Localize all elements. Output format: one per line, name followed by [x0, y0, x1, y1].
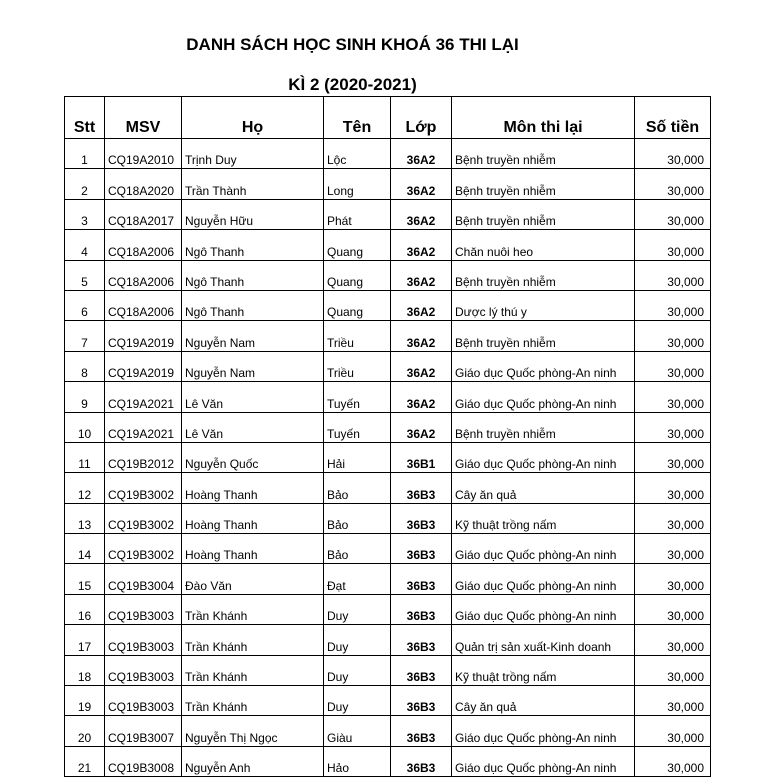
cell-so-tien: 30,000: [635, 564, 711, 594]
cell-lop: 36B3: [391, 534, 452, 564]
table-row: [65, 169, 711, 199]
cell-msv: CQ19B3003: [105, 625, 182, 655]
cell-ten: Bảo: [324, 534, 391, 564]
cell-ho: Nguyễn Nam: [182, 321, 324, 351]
cell-so-tien: 30,000: [635, 169, 711, 199]
cell-msv: CQ19B3002: [105, 503, 182, 533]
cell-stt: 18: [65, 655, 105, 685]
cell-msv: CQ19B3002: [105, 473, 182, 503]
cell-lop: 36B3: [391, 746, 452, 776]
cell-msv: CQ19B3003: [105, 594, 182, 624]
col-header-so-tien: Số tiền: [635, 97, 711, 139]
table-row: [65, 260, 711, 290]
cell-msv: CQ19A2019: [105, 321, 182, 351]
cell-so-tien: 30,000: [635, 442, 711, 472]
cell-so-tien: 30,000: [635, 503, 711, 533]
cell-mon-thi-lai: Bệnh truyền nhiễm: [452, 139, 635, 169]
col-header-ten: Tên: [324, 97, 391, 139]
cell-ten: Đạt: [324, 564, 391, 594]
cell-mon-thi-lai: Kỹ thuật trồng nấm: [452, 655, 635, 685]
cell-ten: Bảo: [324, 473, 391, 503]
cell-stt: 14: [65, 534, 105, 564]
cell-msv: CQ19B3003: [105, 686, 182, 716]
cell-ho: Đào Văn: [182, 564, 324, 594]
cell-ho: Hoàng Thanh: [182, 534, 324, 564]
cell-ten: Lộc: [324, 139, 391, 169]
cell-msv: CQ19B3007: [105, 716, 182, 746]
cell-lop: 36B3: [391, 625, 452, 655]
cell-ho: Nguyễn Hữu: [182, 199, 324, 229]
cell-mon-thi-lai: Giáo dục Quốc phòng-An ninh: [452, 534, 635, 564]
col-header-stt: Stt: [65, 97, 105, 139]
cell-ho: Nguyễn Anh: [182, 746, 324, 776]
table-row: [65, 199, 711, 229]
table-row: [65, 594, 711, 624]
cell-ho: Ngô Thanh: [182, 290, 324, 320]
cell-lop: 36A2: [391, 199, 452, 229]
cell-mon-thi-lai: Bệnh truyền nhiễm: [452, 169, 635, 199]
table-row: [65, 321, 711, 351]
cell-lop: 36B3: [391, 686, 452, 716]
cell-lop: 36A2: [391, 382, 452, 412]
cell-mon-thi-lai: Giáo dục Quốc phòng-An ninh: [452, 351, 635, 381]
cell-stt: 1: [65, 139, 105, 169]
col-header-mon-thi-lai: Môn thi lại: [452, 97, 635, 139]
cell-lop: 36B3: [391, 716, 452, 746]
cell-so-tien: 30,000: [635, 199, 711, 229]
cell-stt: 21: [65, 746, 105, 776]
cell-ten: Tuyến: [324, 382, 391, 412]
cell-lop: 36B1: [391, 442, 452, 472]
cell-stt: 20: [65, 716, 105, 746]
cell-ten: Duy: [324, 686, 391, 716]
cell-stt: 13: [65, 503, 105, 533]
cell-so-tien: 30,000: [635, 351, 711, 381]
cell-stt: 12: [65, 473, 105, 503]
cell-mon-thi-lai: Giáo dục Quốc phòng-An ninh: [452, 594, 635, 624]
cell-so-tien: 30,000: [635, 746, 711, 776]
cell-ho: Hoàng Thanh: [182, 473, 324, 503]
table-row: [65, 442, 711, 472]
cell-so-tien: 30,000: [635, 230, 711, 260]
cell-mon-thi-lai: Quản trị sản xuất-Kinh doanh: [452, 625, 635, 655]
cell-mon-thi-lai: Giáo dục Quốc phòng-An ninh: [452, 442, 635, 472]
cell-lop: 36A2: [391, 412, 452, 442]
cell-stt: 19: [65, 686, 105, 716]
table-row: [65, 503, 711, 533]
cell-ho: Trần Khánh: [182, 625, 324, 655]
table-row: [65, 716, 711, 746]
table-row: [65, 564, 711, 594]
cell-ho: Lê Văn: [182, 412, 324, 442]
cell-msv: CQ19B3002: [105, 534, 182, 564]
cell-stt: 6: [65, 290, 105, 320]
table-row: [65, 746, 711, 776]
table-row: [65, 473, 711, 503]
cell-lop: 36A2: [391, 351, 452, 381]
cell-ho: Trịnh Duy: [182, 139, 324, 169]
cell-lop: 36B3: [391, 473, 452, 503]
cell-ho: Nguyễn Nam: [182, 351, 324, 381]
cell-mon-thi-lai: Giáo dục Quốc phòng-An ninh: [452, 716, 635, 746]
cell-stt: 10: [65, 412, 105, 442]
cell-msv: CQ19B2012: [105, 442, 182, 472]
cell-lop: 36A2: [391, 139, 452, 169]
cell-lop: 36A2: [391, 321, 452, 351]
table-row: [65, 686, 711, 716]
cell-mon-thi-lai: Kỹ thuật trồng nấm: [452, 503, 635, 533]
cell-ten: Tuyến: [324, 412, 391, 442]
cell-msv: CQ19A2021: [105, 412, 182, 442]
cell-stt: 8: [65, 351, 105, 381]
cell-lop: 36B3: [391, 564, 452, 594]
col-header-lop: Lớp: [391, 97, 452, 139]
cell-msv: CQ18A2006: [105, 290, 182, 320]
cell-mon-thi-lai: Giáo dục Quốc phòng-An ninh: [452, 746, 635, 776]
cell-so-tien: 30,000: [635, 534, 711, 564]
cell-mon-thi-lai: Dược lý thú y: [452, 290, 635, 320]
cell-ten: Triều: [324, 321, 391, 351]
cell-msv: CQ18A2006: [105, 230, 182, 260]
table-row: [65, 139, 711, 169]
cell-msv: CQ19B3003: [105, 655, 182, 685]
cell-lop: 36B3: [391, 655, 452, 685]
cell-so-tien: 30,000: [635, 594, 711, 624]
cell-stt: 2: [65, 169, 105, 199]
cell-ten: Quang: [324, 230, 391, 260]
cell-stt: 7: [65, 321, 105, 351]
cell-msv: CQ19B3008: [105, 746, 182, 776]
cell-stt: 9: [65, 382, 105, 412]
cell-msv: CQ18A2006: [105, 260, 182, 290]
table-row: [65, 625, 711, 655]
table-row: [65, 351, 711, 381]
cell-ho: Ngô Thanh: [182, 230, 324, 260]
table-row: [65, 412, 711, 442]
cell-msv: CQ19A2010: [105, 139, 182, 169]
cell-stt: 17: [65, 625, 105, 655]
cell-mon-thi-lai: Cây ăn quả: [452, 686, 635, 716]
table-row: [65, 230, 711, 260]
cell-ho: Trần Khánh: [182, 594, 324, 624]
cell-ho: Trần Thành: [182, 169, 324, 199]
cell-ten: Hải: [324, 442, 391, 472]
cell-msv: CQ19A2019: [105, 351, 182, 381]
cell-ten: Duy: [324, 625, 391, 655]
page-subtitle: KÌ 2 (2020-2021): [288, 75, 417, 94]
cell-ho: Ngô Thanh: [182, 260, 324, 290]
cell-lop: 36A2: [391, 290, 452, 320]
cell-mon-thi-lai: Chăn nuôi heo: [452, 230, 635, 260]
col-header-msv: MSV: [105, 97, 182, 139]
cell-so-tien: 30,000: [635, 290, 711, 320]
cell-ten: Hảo: [324, 746, 391, 776]
cell-lop: 36A2: [391, 169, 452, 199]
cell-so-tien: 30,000: [635, 139, 711, 169]
cell-so-tien: 30,000: [635, 382, 711, 412]
cell-so-tien: 30,000: [635, 412, 711, 442]
cell-ten: Phát: [324, 199, 391, 229]
cell-so-tien: 30,000: [635, 321, 711, 351]
cell-ho: Trần Khánh: [182, 655, 324, 685]
cell-lop: 36A2: [391, 260, 452, 290]
cell-so-tien: 30,000: [635, 473, 711, 503]
cell-ho: Trần Khánh: [182, 686, 324, 716]
cell-stt: 15: [65, 564, 105, 594]
cell-mon-thi-lai: Giáo dục Quốc phòng-An ninh: [452, 564, 635, 594]
cell-ten: Duy: [324, 594, 391, 624]
cell-lop: 36A2: [391, 230, 452, 260]
cell-msv: CQ18A2017: [105, 199, 182, 229]
cell-stt: 3: [65, 199, 105, 229]
cell-lop: 36B3: [391, 503, 452, 533]
cell-ho: Lê Văn: [182, 382, 324, 412]
cell-ho: Hoàng Thanh: [182, 503, 324, 533]
cell-mon-thi-lai: Bệnh truyền nhiễm: [452, 321, 635, 351]
cell-ten: Long: [324, 169, 391, 199]
cell-ten: Duy: [324, 655, 391, 685]
table-body: [65, 139, 711, 777]
cell-mon-thi-lai: Bệnh truyền nhiễm: [452, 199, 635, 229]
page-title: DANH SÁCH HỌC SINH KHOÁ 36 THI LẠI: [186, 35, 519, 54]
cell-so-tien: 30,000: [635, 686, 711, 716]
cell-so-tien: 30,000: [635, 655, 711, 685]
table-row: [65, 382, 711, 412]
cell-so-tien: 30,000: [635, 716, 711, 746]
cell-stt: 4: [65, 230, 105, 260]
cell-msv: CQ19B3004: [105, 564, 182, 594]
cell-so-tien: 30,000: [635, 260, 711, 290]
col-header-ho: Họ: [182, 97, 324, 139]
cell-ho: Nguyễn Quốc: [182, 442, 324, 472]
table-row: [65, 290, 711, 320]
cell-msv: CQ19A2021: [105, 382, 182, 412]
cell-msv: CQ18A2020: [105, 169, 182, 199]
table-header-row: [65, 97, 711, 139]
cell-ho: Nguyễn Thị Ngọc: [182, 716, 324, 746]
cell-stt: 11: [65, 442, 105, 472]
cell-so-tien: 30,000: [635, 625, 711, 655]
cell-ten: Bảo: [324, 503, 391, 533]
cell-mon-thi-lai: Bệnh truyền nhiễm: [452, 260, 635, 290]
cell-lop: 36B3: [391, 594, 452, 624]
student-table: [64, 96, 711, 777]
table-row: [65, 534, 711, 564]
cell-mon-thi-lai: Giáo dục Quốc phòng-An ninh: [452, 382, 635, 412]
cell-ten: Quang: [324, 290, 391, 320]
cell-ten: Quang: [324, 260, 391, 290]
cell-mon-thi-lai: Bệnh truyền nhiễm: [452, 412, 635, 442]
table-row: [65, 655, 711, 685]
cell-ten: Giàu: [324, 716, 391, 746]
cell-mon-thi-lai: Cây ăn quả: [452, 473, 635, 503]
cell-stt: 16: [65, 594, 105, 624]
cell-stt: 5: [65, 260, 105, 290]
cell-ten: Triều: [324, 351, 391, 381]
